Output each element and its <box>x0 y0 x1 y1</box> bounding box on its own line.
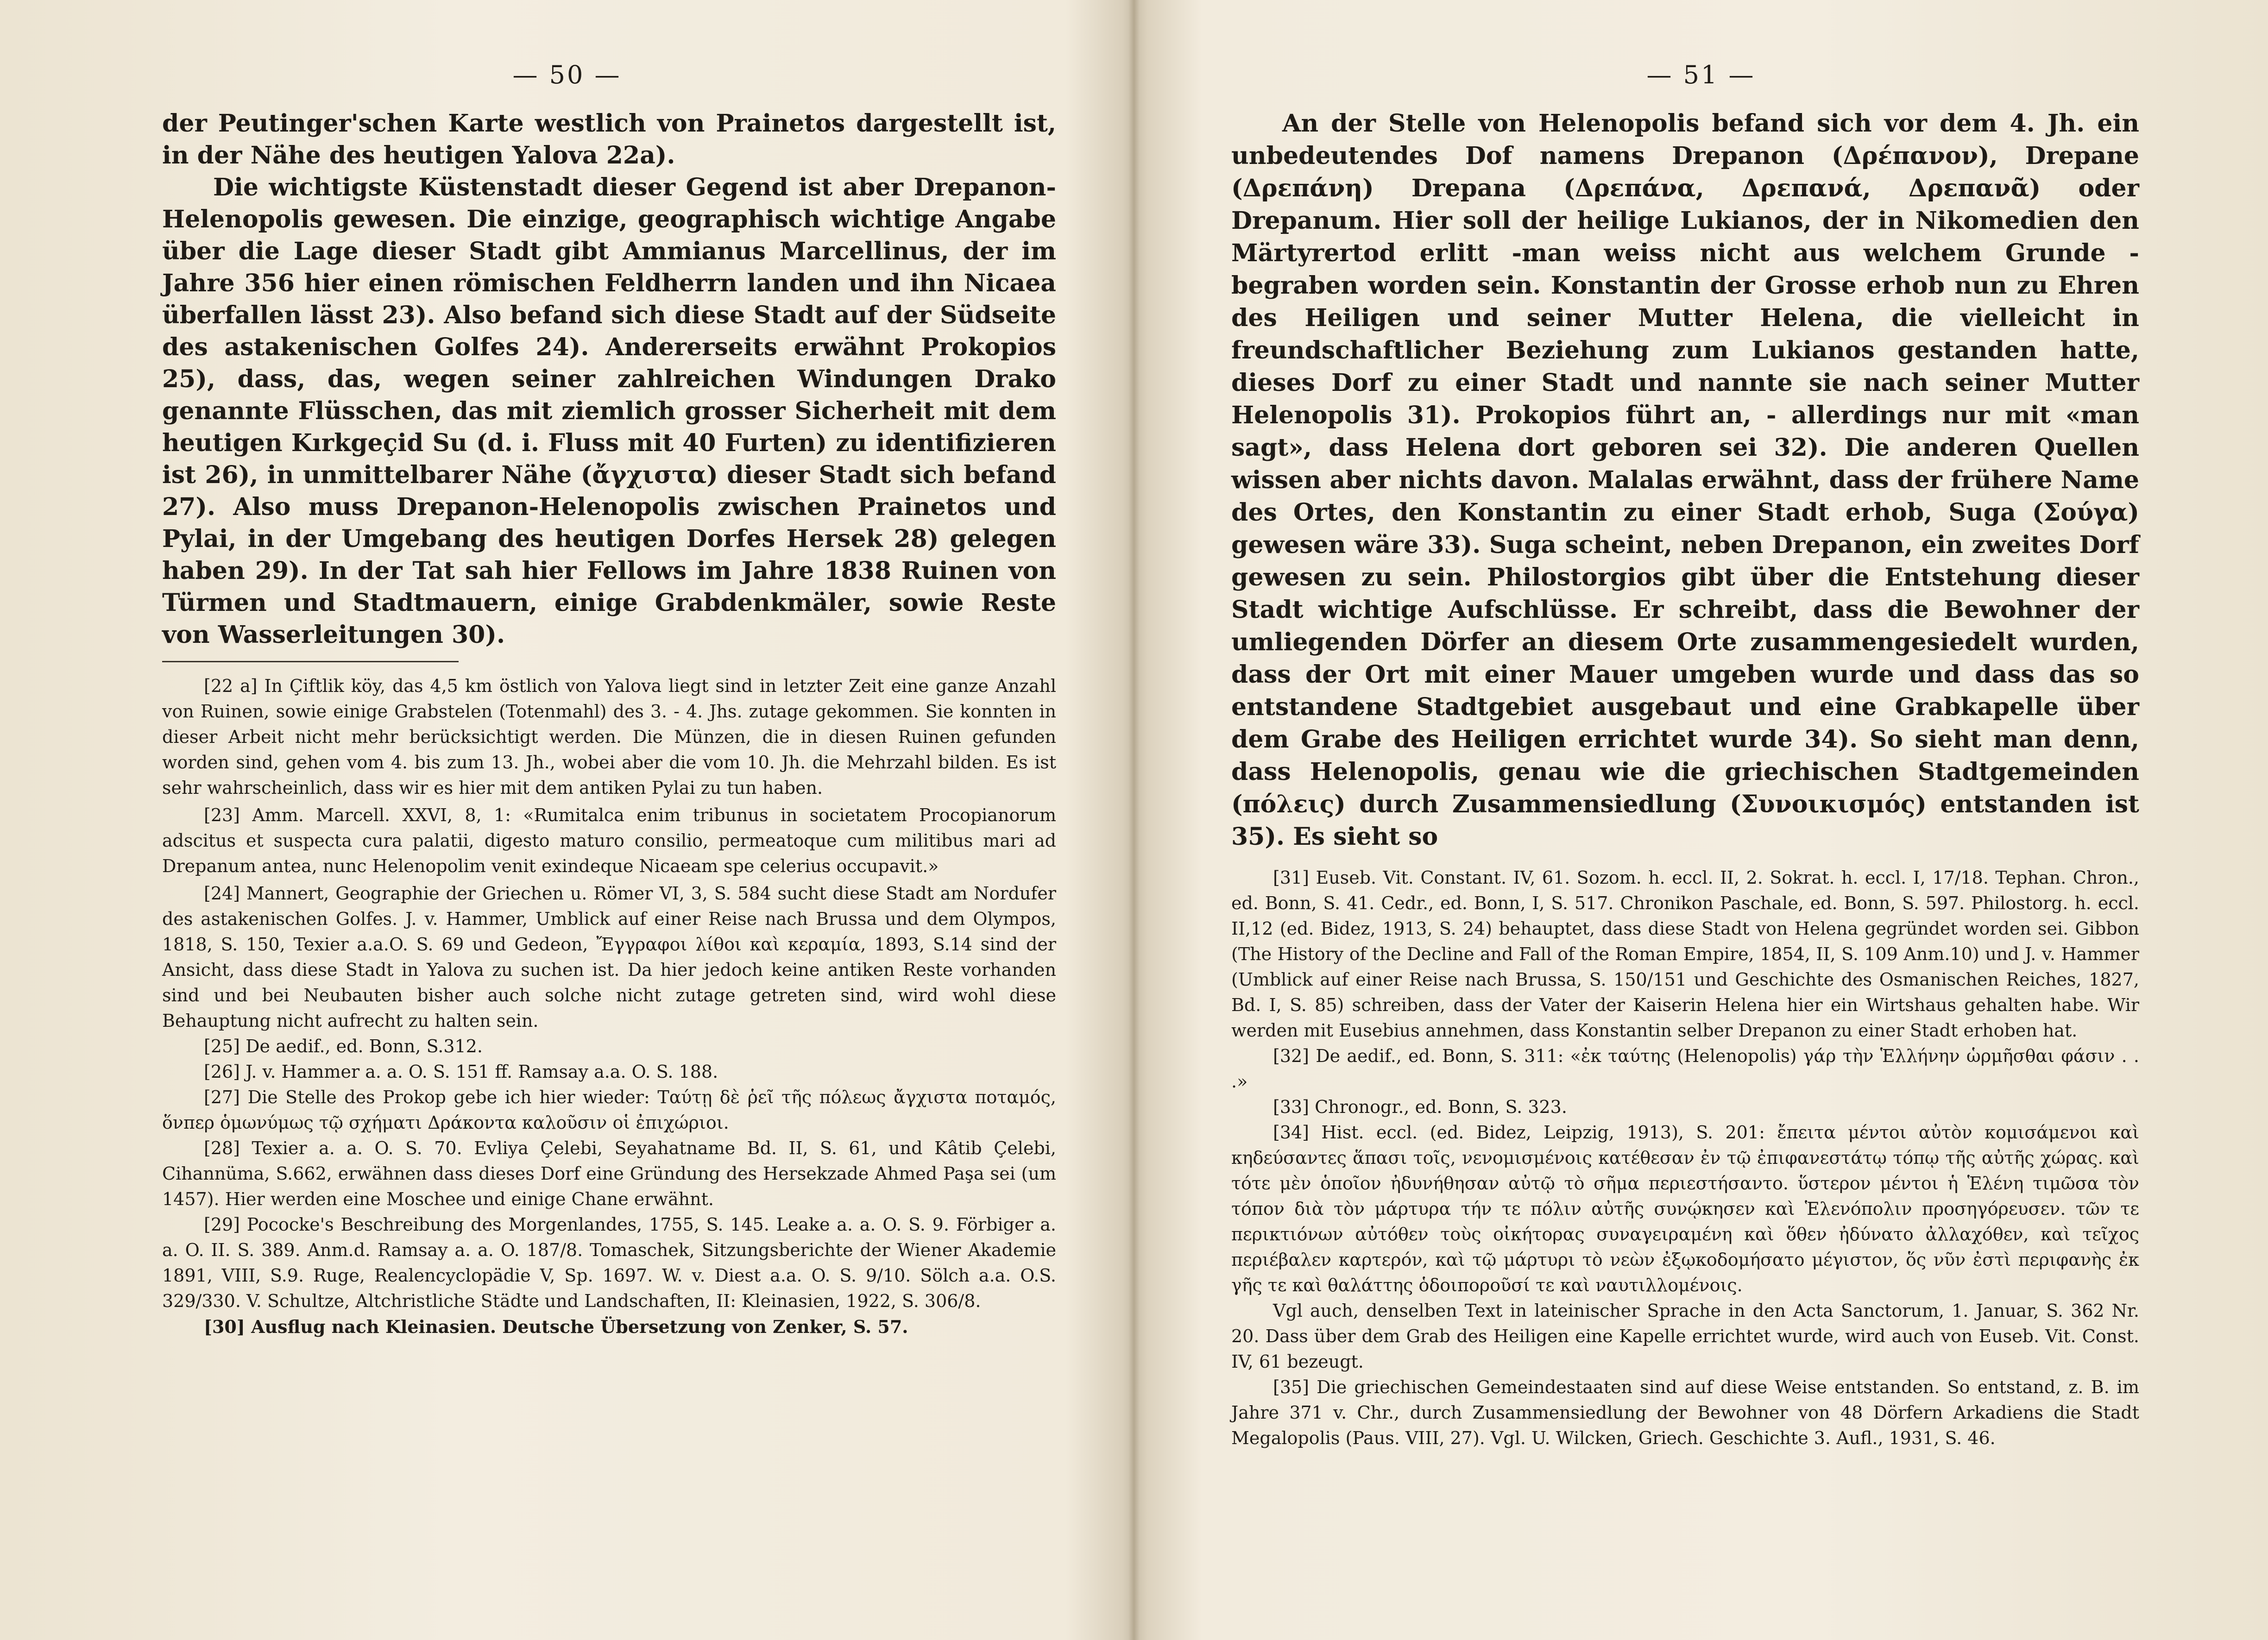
body-paragraph: der Peutinger'schen Karte westlich von Prainetos dargestellt ist, in der Nähe des heutigen Yalova 22a). <box>162 109 1056 170</box>
footnote: [29] Pococke's Beschreibung des Morgenlandes, 1755, S. 145. Leake a. a. O. S. 9. Förbiger a. a. O. II. S. 389. Anm.d. Ramsay a. a. O. 187/8. Tomaschek, Sitzungsberichte der Wiener Akademie 1891, VIII, S.9. Ruge, Realencyclopädie V, Sp. 1697. W. v. Diest a.a. O. S. 9/10. Sölch a.a. O.S. 329/330. V. Schultze, Altchristliche Städte und Landschaften, II: Kleinasien, 1922, S. 306/8. <box>162 1214 1056 1311</box>
page-number: — 51 — <box>1646 60 1756 89</box>
body-paragraph: Die wichtigste Küstenstadt dieser Gegend ist aber Drepanon-Helenopolis gewesen. Die einzige, geographisch wichtige Angabe über die Lage dieser Stadt gibt Ammianus Marcellinus, der im Jahre 356 hier einen römischen Feldherrn landen und ihn Nicaea überfallen lässt 23). Also befand sich diese Stadt auf der Südseite des astakenischen Golfes 24). Andererseits erwähnt Prokopios 25), dass, das, wegen seiner zahlreichen Windungen Drako genannte Flüsschen, das mit ziemlich grosser Sicherheit mit dem heutigen Kırkgeçid Su (d. i. Fluss mit 40 Furten) zu identifizieren ist 26), in unmittelbarer Nähe (ἄγχιστα) dieser Stadt sich befand 27). Also muss Drepanon-Helenopolis zwischen Prainetos und Pylai, in der Umgebang des heutigen Dorfes Hersek 28) gelegen haben 29). In der Tat sah hier Fellows im Jahre 1838 Ruinen von Türmen und Stadtmauern, einige Grabdenkmäler, sowie Reste von Wasserleitungen 30). <box>162 173 1056 649</box>
footnote: [27] Die Stelle des Prokop gebe ich hier wieder: Ταύτῃ δὲ ῥεῖ τῆς πόλεως ἄγχιστα ποταμός, ὅνπερ ὁμωνύμως τῷ σχήματι Δράκοντα καλοῦσιν οἱ ἐπιχώριοι. <box>162 1087 1056 1133</box>
footnote: [23] Amm. Marcell. XXVI, 8, 1: «Rumitalca enim tribunus in societatem Procopianorum adscitus et suspecta cura palatii, digesto maturo consilio, permeatoque cum militibus mari ad Drepanum antea, nunc Helenopolim venit exindeque Nicaeam spe celerius occupavit.» <box>162 805 1056 876</box>
footnote: Vgl auch, denselben Text in lateinischer Sprache in den Acta Sanctorum, 1. Januar, S. 362 Nr. 20. Dass über dem Grab des Heiligen eine Kapelle errichtet wurde, wird auch von Euseb. Vit. Const. IV, 61 bezeugt. <box>1231 1301 2139 1372</box>
right-page <box>1134 0 2268 1640</box>
footnote: [35] Die griechischen Gemeindestaaten sind auf diese Weise entstanden. So entstand, z. B. im Jahre 371 v. Chr., durch Zusammensiedlung der Bewohner von 48 Dörfern Arkadiens die Stadt Megalopolis (Paus. VIII, 27). Vgl. U. Wilcken, Griech. Geschichte 3. Aufl., 1931, S. 46. <box>1231 1377 2139 1448</box>
footnote: [22 a] In Çiftlik köy, das 4,5 km östlich von Yalova liegt sind in letzter Zeit eine ganze Anzahl von Ruinen, sowie einige Grabstelen (Totenmahl) des 3. - 4. Jhs. zutage gekommen. Sie konnten in dieser Arbeit nicht mehr berücksichtigt werden. Die Münzen, die in diesen Ruinen gefunden worden sind, gehen vom 4. bis zum 13. Jh., wobei aber die vom 10. Jh. die Mehrzahl bilden. Es ist sehr wahrscheinlich, dass wir es hier mit dem antiken Pylai zu tun haben. <box>162 676 1056 798</box>
footnote: [28] Texier a. a. O. S. 70. Evliya Çelebi, Seyahatname Bd. II, S. 61, und Kâtib Çelebi, Cihannüma, S.662, erwähnen dass dieses Dorf eine Gründung des Hersekzade Ahmed Paşa sei (um 1457). Hier werden eine Moschee und einige Chane erwähnt. <box>162 1138 1056 1209</box>
right-page-text <box>1231 107 2139 1451</box>
body-paragraph: An der Stelle von Helenopolis befand sich vor dem 4. Jh. ein unbedeutendes Dof namens Drepanon (Δρέπανον), Drepane (Δρεπάνη) Drepana (Δρεπάνα, Δρεπανά, Δρεπανᾶ) oder Drepanum. Hier soll der heilige Lukianos, der in Nikomedien den Märtyrertod erlitt -man weiss nicht aus welchem Grunde - begraben worden sein. Konstantin der Grosse erhob nun zu Ehren des Heiligen und seiner Mutter Helena, die vielleicht in freundschaftlicher Beziehung zum Lukianos gestanden hatte, dieses Dorf zu einer Stadt und nannte sie nach seiner Mutter Helenopolis 31). Prokopios führt an, - allerdings nur mit «man sagt», dass Helena dort geboren sei 32). Die anderen Quellen wissen aber nichts davon. Malalas erwähnt, dass der frühere Name des Ortes, den Konstantin zu einer Stadt erhob, Suga (Σούγα) gewesen wäre 33). Suga scheint, neben Drepanon, ein zweites Dorf gewesen zu sein. Philostorgios gibt über die Entstehung dieser Stadt wichtige Aufschlüsse. Er schreibt, dass die Bewohner der umliegenden Dörfer an diesem Orte zusammengesiedelt wurden, dass der Ort mit einer Mauer umgeben wurde und dass das so entstandene Stadtgebiet ausgebaut und eine Grabkapelle über dem Grabe des Heiligen errichtet wurde 34). So sieht man denn, dass Helenopolis, genau wie die griechischen Stadtgemeinden (πόλεις) durch Zusammensiedlung (Συνοικισμός) entstanden ist 35). Es sieht so <box>1231 109 2139 851</box>
footnote: [33] Chronogr., ed. Bonn, S. 323. <box>1273 1097 1567 1117</box>
left-page-text <box>162 107 1056 1339</box>
footnote: [32] De aedif., ed. Bonn, S. 311: «ἐκ ταύτης (Helenopolis) γάρ τὴν Ἑλλήνην ὡρμῆσθαι φάσιν . . .» <box>1231 1046 2139 1092</box>
footnote: [25] De aedif., ed. Bonn, S.312. <box>204 1036 483 1056</box>
footnote: [24] Mannert, Geographie der Griechen u. Römer VI, 3, S. 584 sucht diese Stadt am Nordufer des astakenischen Golfes. J. v. Hammer, Umblick auf einer Reise nach Brussa und dem Olympos, 1818, S. 150, Texier a.a.O. S. 69 und Gedeon, Ἔγγραφοι λίθοι καὶ κεραμία, 1893, S.14 sind der Ansicht, dass diese Stadt in Yalova zu suchen ist. Da hier jedoch keine antiken Reste vorhanden sind und bei Neubauten bisher auch solche nicht zutage getreten sind, wird wohl diese Behauptung nicht aufrecht zu halten sein. <box>162 883 1056 1031</box>
footnote: [26] J. v. Hammer a. a. O. S. 151 ff. Ramsay a.a. O. S. 188. <box>204 1062 718 1082</box>
footnote: [31] Euseb. Vit. Constant. IV, 61. Sozom. h. eccl. II, 2. Sokrat. h. eccl. I, 17/18. Tephan. Chron., ed. Bonn, S. 41. Cedr., ed. Bonn, I, S. 517. Chronikon Paschale, ed. Bonn, S. 597. Philostorg. h. eccl. II,12 (ed. Bidez, 1913, S. 24) behauptet, dass diese Stadt von Helena gegründet worden sei. Gibbon (The History of the Decline and Fall of the Roman Empire, 1854, II, S. 109 Anm.10) und J. v. Hammer (Umblick auf einer Reise nach Brussa, S. 150/151 und Geschichte des Osmanischen Reiches, 1827, Bd. I, S. 85) schreiben, dass der Vater der Kaiserin Helena hier ein Wirtshaus gehalten habe. Wir werden mit Eusebius annehmen, dass Konstantin selber Drepanon zu einer Stadt erhoben hat. <box>1231 867 2139 1041</box>
footnotes <box>1231 865 2139 1451</box>
footnote: [30] Ausflug nach Kleinasien. Deutsche Übersetzung von Zenker, S. 57. <box>204 1316 908 1337</box>
page-number: — 50 — <box>512 60 622 89</box>
footnote: [34] Hist. eccl. (ed. Bidez, Leipzig, 1913), S. 201: ἔπειτα μέντοι αὐτὸν κομισάμενοι καὶ κηδεύσαντες ἅπασι τοῖς, νενομισμένοις κατέθεσαν ἐν τῷ ἐπιφανεστάτῳ τόπῳ τῆς αὐτῆς χώρας. καὶ τότε μὲν ὁποῖον ἠδυνήθησαν αὐτῷ τὸ σῆμα περιεστήσαντο. ὕστερον μέντοι ἡ Ἑλένη τιμῶσα τὸν τόπον διὰ τὸν μάρτυρα τήν τε πόλιν αὐτῆς συνῴκησεν καὶ Ἑλενόπολιν προσηγόρευσεν. τῶν τε περικτιόνων αὐτόθεν τοὺς οἰκήτορας συναγειραμένη καὶ ὅθεν ἠδύνατο ἀλλαχόθεν, καὶ τεῖχος περιέβαλεν καρτερόν, καὶ τῷ μάρτυρι τὸ νεὼν ἐξῳκοδομήσατο μέγιστον, ὅς νῦν ἐστὶ περιφανὴς ἐκ γῆς τε καὶ θαλάττης ὁδοιποροῦσί τε καὶ ναυτιλλομένοις. <box>1231 1122 2139 1295</box>
footnotes <box>162 673 1056 1339</box>
footnote-divider <box>162 661 459 662</box>
